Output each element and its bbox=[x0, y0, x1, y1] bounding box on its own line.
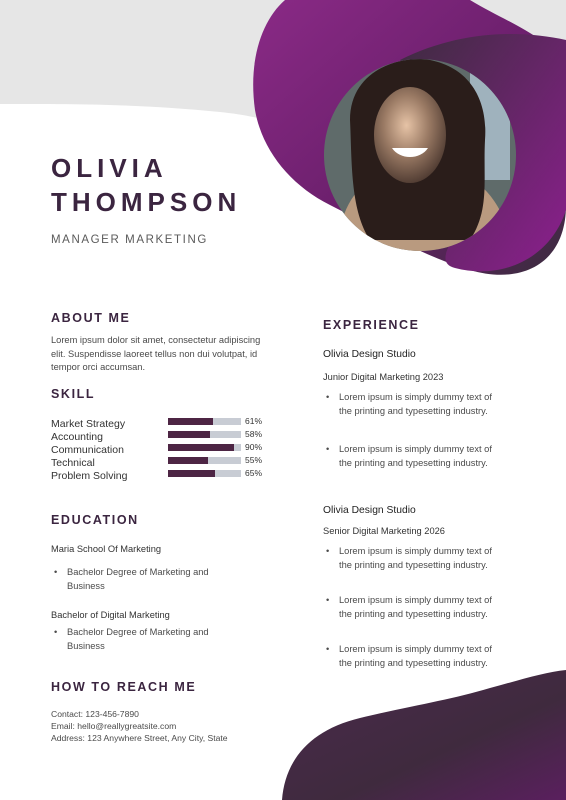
job-title: MANAGER MARKETING bbox=[51, 234, 208, 246]
list-item: • Bachelor Degree of Marketing and Business bbox=[51, 565, 231, 593]
skill-label: Communication bbox=[51, 444, 124, 456]
list-item: • Lorem ipsum is simply dummy text of the printing and typesetting industry. bbox=[323, 390, 503, 418]
education-school: Maria School Of Marketing bbox=[51, 544, 162, 554]
skill-bar-fill bbox=[168, 444, 234, 451]
contact-block bbox=[51, 708, 228, 745]
skill-bar bbox=[168, 444, 241, 451]
experience-bullets bbox=[323, 544, 503, 670]
job-position: Junior Digital Marketing 2023 bbox=[323, 372, 444, 382]
about-text: Lorem ipsum dolor sit amet, consectetur adipiscing elit. Suspendisse laoreet tellus non dui volutpat, id tempor orci accumsan. bbox=[51, 335, 261, 372]
list-item: • Bachelor Degree of Marketing and Business bbox=[51, 625, 231, 653]
job-position: Senior Digital Marketing 2026 bbox=[323, 526, 445, 536]
experience-heading: EXPERIENCE bbox=[323, 318, 420, 332]
skill-list bbox=[51, 418, 281, 483]
skill-row bbox=[51, 470, 281, 483]
skill-percent: 61% bbox=[245, 416, 263, 426]
skill-percent: 58% bbox=[245, 429, 263, 439]
list-item: • Lorem ipsum is simply dummy text of the printing and typesetting industry. bbox=[323, 442, 503, 470]
contact-email: Email: hello@reallygreatsite.com bbox=[51, 721, 177, 732]
company-name: Olivia Design Studio bbox=[323, 505, 416, 516]
skill-bar-fill bbox=[168, 418, 213, 425]
skill-bar-fill bbox=[168, 431, 210, 438]
list-item: • Lorem ipsum is simply dummy text of the printing and typesetting industry. bbox=[323, 544, 503, 572]
skill-label: Technical bbox=[51, 457, 95, 469]
skill-label: Market Strategy bbox=[51, 418, 126, 430]
education-bullets bbox=[51, 565, 231, 593]
skill-bar-fill bbox=[168, 470, 215, 477]
education-heading: EDUCATION bbox=[51, 513, 139, 527]
skill-heading: SKILL bbox=[51, 387, 96, 401]
skill-label: Accounting bbox=[51, 431, 103, 443]
contact-phone: Contact: 123-456-7890 bbox=[51, 709, 139, 719]
skill-percent: 65% bbox=[245, 468, 263, 478]
education-school: Bachelor of Digital Marketing bbox=[51, 610, 170, 620]
skill-bar bbox=[168, 418, 241, 425]
skill-bar bbox=[168, 470, 241, 477]
skill-bar-fill bbox=[168, 457, 208, 464]
about-heading: ABOUT ME bbox=[51, 311, 131, 325]
skill-label: Problem Solving bbox=[51, 470, 128, 482]
experience-bullets bbox=[323, 390, 503, 470]
bottom-blob-shape bbox=[282, 670, 566, 800]
first-name: OLIVIA bbox=[51, 153, 168, 183]
contact-heading: HOW TO REACH ME bbox=[51, 680, 197, 694]
skill-percent: 90% bbox=[245, 442, 263, 452]
skill-percent: 55% bbox=[245, 455, 263, 465]
last-name: THOMPSON bbox=[51, 187, 242, 217]
contact-address: Address: 123 Anywhere Street, Any City, State bbox=[51, 733, 228, 744]
skill-bar bbox=[168, 457, 241, 464]
education-bullets bbox=[51, 625, 231, 653]
company-name: Olivia Design Studio bbox=[323, 349, 416, 360]
list-item: • Lorem ipsum is simply dummy text of the printing and typesetting industry. bbox=[323, 642, 503, 670]
skill-bar bbox=[168, 431, 241, 438]
list-item: • Lorem ipsum is simply dummy text of the printing and typesetting industry. bbox=[323, 593, 503, 621]
